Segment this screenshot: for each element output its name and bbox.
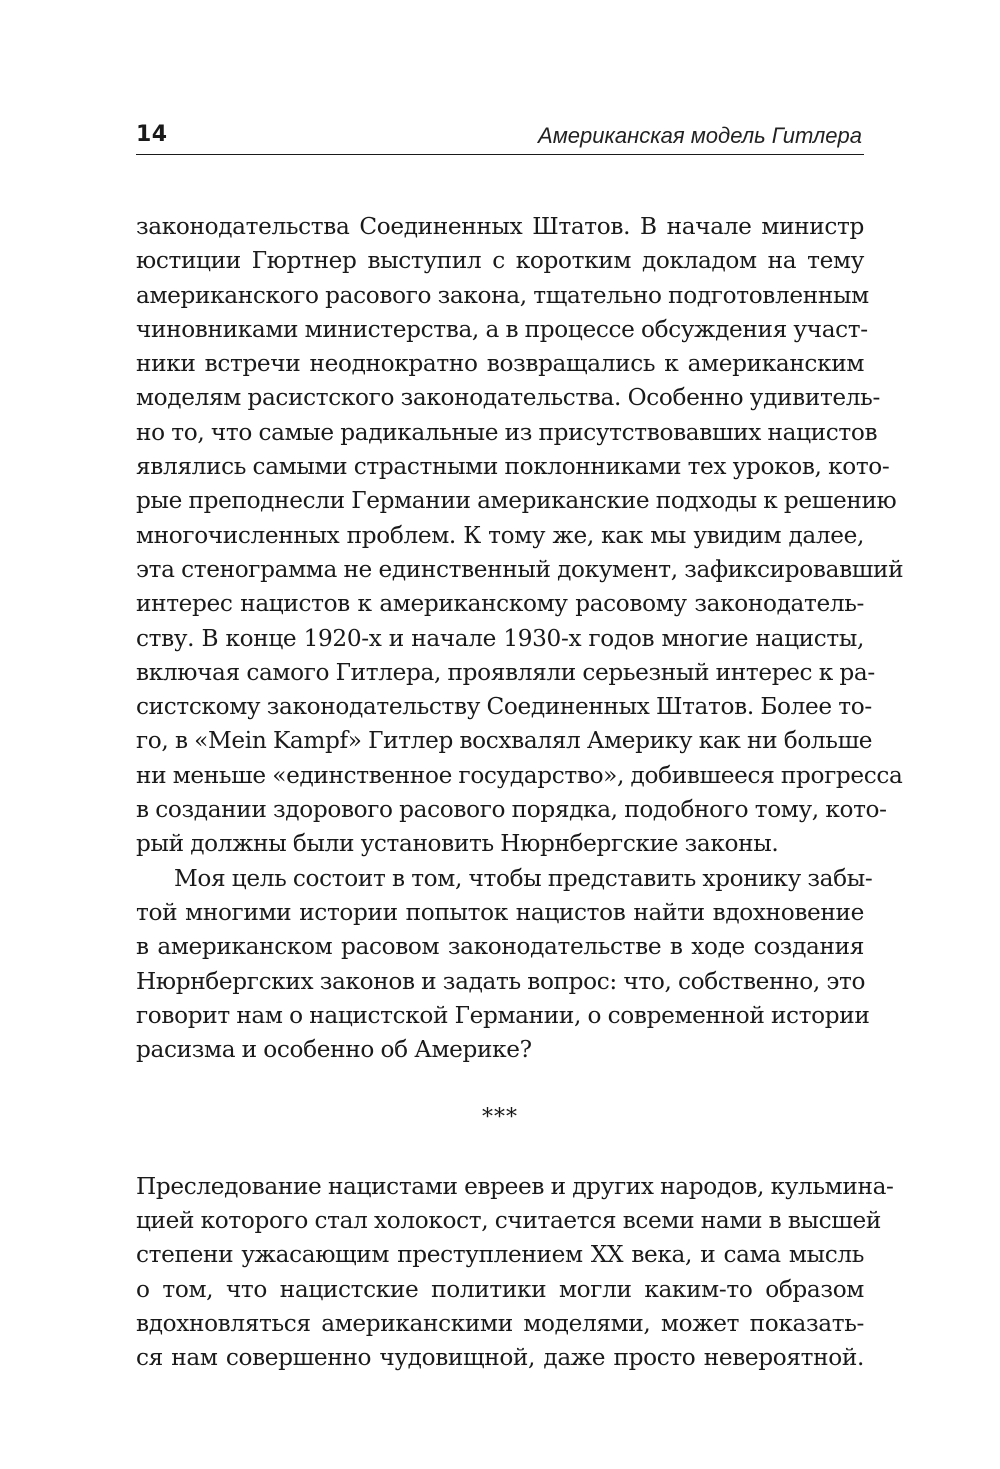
- text-line: в американском расовом законодательстве в ходе создания: [136, 933, 864, 961]
- text-line: юстиции Гюртнер выступил с коротким докладом на тему: [136, 247, 864, 275]
- text-line: цией которого стал холокост, считается всеми нами в высшей: [136, 1207, 881, 1235]
- text-line: Моя цель состоит в том, чтобы представить хронику забы-: [174, 864, 873, 892]
- text-line: рый должны были установить Нюрнбергские законы.: [136, 830, 779, 858]
- text-line: но то, что самые радикальные из присутствовавших нацистов: [136, 418, 878, 446]
- text-line: ники встречи неоднократно возвращались к американским: [136, 350, 864, 378]
- text-line: вдохновляться американскими моделями, может показать-: [136, 1309, 864, 1337]
- text-line: ни меньше «единственное государство», добившееся прогресса: [136, 761, 903, 789]
- text-line: степени ужасающим преступлением XX века, и сама мысль: [136, 1241, 864, 1269]
- running-title: Американская модель Гитлера: [538, 123, 862, 148]
- text-line: ству. В конце 1920-х и начале 1930-х годов многие нацисты,: [136, 624, 864, 652]
- page-number: 14: [136, 122, 168, 147]
- text-line: говорит нам о нацистской Германии, о современной истории: [136, 1001, 870, 1029]
- text-line: о том, что нацистские политики могли каким-то образом: [136, 1275, 864, 1303]
- text-line: Преследование нацистами евреев и других народов, кульмина-: [136, 1172, 894, 1200]
- text-line: го, в «Mein Kampf» Гитлер восхвалял Америку как ни больше: [136, 727, 873, 755]
- text-line: законодательства Соединенных Штатов. В начале министр: [136, 213, 864, 240]
- running-head: [136, 118, 864, 155]
- text-line: систскому законодательству Соединенных Штатов. Более то-: [136, 693, 872, 721]
- text-line: Нюрнбергских законов и задать вопрос: что, собственно, это: [136, 967, 866, 995]
- text-line: американского расового закона, тщательно подготовленным: [136, 281, 869, 309]
- text-line: расизма и особенно об Америке?: [136, 1036, 532, 1064]
- text-line: чиновниками министерства, а в процессе обсуждения участ-: [136, 315, 868, 343]
- text-line: являлись самыми страстными поклонниками тех уроков, кото-: [136, 453, 890, 481]
- text-line: моделям расистского законодательства. Особенно удивитель-: [136, 384, 880, 412]
- text-line: той многими истории попыток нацистов найти вдохновение: [136, 898, 864, 926]
- text-line: многочисленных проблем. К тому же, как мы увидим далее,: [136, 521, 864, 549]
- text-line: включая самого Гитлера, проявляли серьезный интерес к ра-: [136, 658, 875, 686]
- body-text: [136, 210, 904, 1376]
- paragraph-3: [136, 1170, 894, 1376]
- paragraph-1: [136, 210, 904, 862]
- paragraph-2: [136, 862, 873, 1068]
- text-line: в создании здорового расового порядка, подобного тому, кото-: [136, 796, 887, 824]
- section-separator: ***: [482, 1105, 518, 1131]
- text-line: рые преподнесли Германии американские подходы к решению: [136, 487, 897, 515]
- text-line: эта стенограмма не единственный документ, зафиксировавший: [136, 555, 904, 583]
- text-line: интерес нацистов к американскому расовому законодатель-: [136, 590, 864, 618]
- text-line: ся нам совершенно чудовищной, даже просто невероятной.: [136, 1344, 864, 1372]
